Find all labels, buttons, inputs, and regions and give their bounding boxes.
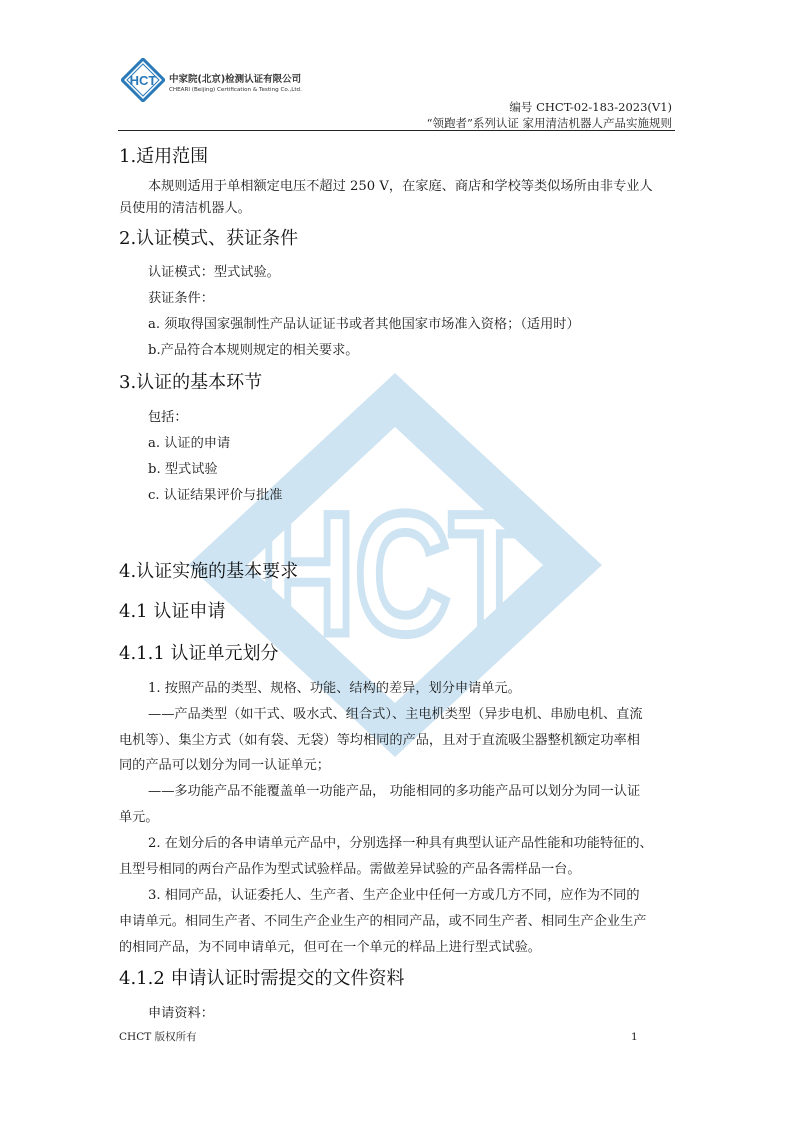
watermark-text: HCT: [260, 478, 530, 670]
doc-title: “领跑者”系列认证 家用清洁机器人产品实施规则: [426, 116, 672, 130]
company-name: [169, 74, 302, 94]
logo-text: HCT: [129, 73, 157, 88]
section-2-heading: 2.认证模式、获证条件: [119, 228, 299, 249]
list-item: b. 型式试验: [148, 462, 218, 477]
doc-number: 编号 CHCT-02-183-2023(V1): [509, 100, 672, 114]
section-1-heading: 1.适用范围: [119, 146, 209, 167]
page-number: 1: [631, 1031, 638, 1043]
footer-copyright: CHCT 版权所有: [119, 1031, 197, 1043]
paragraph-line: 员使用的清洁机器人。: [119, 201, 251, 216]
list-item: a. 认证的申请: [148, 436, 231, 451]
paragraph-line: 同的产品可以划分为同一认证单元；: [119, 758, 330, 773]
paragraph-line: 包括：: [148, 410, 188, 425]
list-item: c. 认证结果评价与批准: [148, 488, 283, 503]
paragraph-line: 1. 按照产品的类型、规格、功能、结构的差异，划分申请单元。: [148, 681, 521, 696]
paragraph-line: 2. 在划分后的各申请单元产品中，分别选择一种具有典型认证产品性能和功能特征的、: [148, 836, 653, 851]
paragraph-line: ——多功能产品不能覆盖单一功能产品， 功能相同的多功能产品可以划分为同一认证: [148, 784, 641, 799]
section-3-heading: 3.认证的基本环节: [119, 372, 263, 393]
paragraph-line: 且型号相同的两台产品作为型式试验样品。需做差异试验的产品各需样品一台。: [119, 862, 581, 877]
list-item: b.产品符合本规则规定的相关要求。: [148, 343, 359, 358]
section-4-1-1-heading: 4.1.1 认证单元划分: [119, 643, 279, 664]
paragraph-line: 申请单元。相同生产者、不同生产企业生产的相同产品，或不同生产者、相同生产企业生产: [119, 914, 647, 929]
section-4-1-2-heading: 4.1.2 申请认证时需提交的文件资料: [119, 968, 405, 989]
paragraph-line: 3. 相同产品，认证委托人、生产者、生产企业中任何一方或几方不同，应作为不同的: [148, 888, 640, 903]
company-name-cn: 中家院(北京)检测认证有限公司: [169, 74, 302, 85]
paragraph-line: 电机等）、集尘方式（如有袋、无袋）等均相同的产品，且对于直流吸尘器整机额定功率相: [119, 733, 640, 748]
paragraph-line: 获证条件：: [148, 291, 214, 306]
header-divider: [118, 130, 675, 131]
hct-logo-icon: [121, 58, 165, 102]
section-4-1-heading: 4.1 认证申请: [119, 601, 226, 622]
section-4-heading: 4.认证实施的基本要求: [119, 561, 299, 582]
paragraph-line: 的相同产品，为不同申请单元，但可在一个单元的样品上进行型式试验。: [119, 940, 541, 955]
list-item: a. 须取得国家强制性产品认证证书或者其他国家市场准入资格；（适用时）: [148, 317, 580, 332]
company-name-en: CHEARI (Beijing) Certification & Testing Co.,Ltd.: [169, 87, 302, 93]
paragraph-line: ——产品类型（如干式、吸水式、组合式）、主电机类型（异步电机、串励电机、直流: [148, 707, 643, 722]
paragraph-line: 本规则适用于单相额定电压不超过 250 V，在家庭、商店和学校等类似场所由非专业人: [148, 179, 653, 194]
paragraph-line: 认证模式：型式试验。: [148, 265, 280, 280]
paragraph-line: 单元。: [119, 810, 159, 825]
paragraph-line: 申请资料：: [148, 1006, 214, 1021]
